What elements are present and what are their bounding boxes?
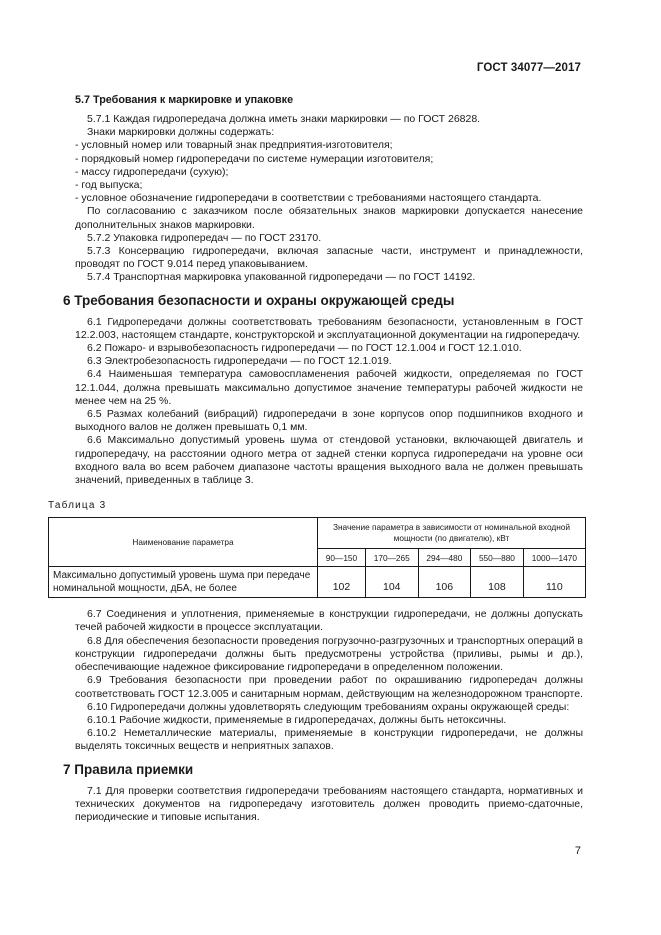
table-cell-value: 102 [318,567,366,598]
paragraph-5-7-4: 5.7.4 Транспортная маркировка упакованной гидропередачи — по ГОСТ 14192. [87,271,476,284]
paragraph-5-7-2: 5.7.2 Упаковка гидропередач — по ГОСТ 23170. [87,231,322,244]
table-header-power-range: 90—150 [318,549,366,567]
paragraph-6-6: 6.6 Максимально допустимый уровень шума от стендовой установки, включающей двигатель и гидропередачу, на расстоянии одного метра от задней стенки корпуса гидропередачи на уровне оси входного вала во всем рабочем диапазоне частоты вращения выходного вала не должен превышать значений, приведенных в таблице 3. [75,434,583,487]
table-cell-value: 104 [365,567,418,598]
table-header-parameter: Наименование параметра [49,518,318,567]
paragraph-6-7: 6.7 Соединения и уплотнения, применяемые в конструкции гидропередачи, не должны допускать течей рабочей жидкости в процессе эксплуатации. [75,608,583,634]
paragraph-6-10-1: 6.10.1 Рабочие жидкости, применяемые в гидропередачах, должны быть нетоксичны. [87,713,507,726]
table-row [49,567,586,598]
paragraph-marking-signs: Знаки маркировки должны содержать: [87,126,275,139]
table-header-power-range: 1000—1470 [523,549,585,567]
document-header-id: ГОСТ 34077—2017 [476,62,581,74]
paragraph-6-8: 6.8 Для обеспечения безопасности проведения погрузочно-разгрузочных и транспортных операций в конструкции гидропередачи должны быть предусмотрены устройства (приливы, рымы и др.), обеспечивающие надежное фиксирование гидропередачи в определенном положении. [75,634,583,674]
post-table-block [75,608,583,753]
table-cell-value: 106 [418,567,471,598]
paragraph-6-3: 6.3 Электробезопасность гидропередачи — по ГОСТ 12.1.019. [87,355,392,368]
paragraph-5-7-1: 5.7.1 Каждая гидропередача должна иметь знаки маркировки — по ГОСТ 26828. [87,113,481,125]
paragraph-6-1: 6.1 Гидропередачи должны соответствовать требованиям безопасности, установленным в ГОСТ 12.2.003, настоящем стандарте, конструкторской и эксплуатационной документации на гидропередачу. [75,315,583,341]
paragraph-7-1: 7.1 Для проверки соответствия гидропередачи требованиям настоящего стандарта, нормативных и технических документов на гидропередачу изготовитель должен проводить приемо-сдаточные, периодические и типовые испытания. [75,784,583,823]
list-item: - массу гидропередачи (сухую); [75,165,229,178]
section-5-7-heading: 5.7 Требования к маркировке и упаковке [75,94,294,106]
noise-level-table [48,517,586,598]
table-caption: Таблица 3 [48,500,107,512]
table-row-name: Максимально допустимый уровень шума при передаче номинальной мощности, дБА, не более [49,567,318,598]
paragraph-6-2: 6.2 Пожаро- и взрывобезопасность гидропередачи — по ГОСТ 12.1.004 и ГОСТ 12.1.010. [87,342,522,355]
paragraph-6-9: 6.9 Требования безопасности при проведении работ по окрашиванию гидропередач должны соответствовать ГОСТ 12.3.005 и санитарным нормам, действующим на железнодорожном транспорте. [75,674,583,700]
document-body [48,93,583,824]
table-header-power-range: 550—880 [471,549,524,567]
paragraph-6-4: 6.4 Наименьшая температура самовоспламенения рабочей жидкости, определяемая по ГОСТ 12.1.044, должна превышать максимально допустимое значение температуры рабочей жидкости не менее чем на 25 %. [75,368,583,407]
paragraph-6-5: 6.5 Размах колебаний (вибраций) гидропередачи в зоне корпусов опор подшипников входного и выходного валов не должен превышать 0,1 мм. [75,408,583,434]
table-cell-value: 108 [471,567,524,598]
list-item: - порядковый номер гидропередачи по системе нумерации изготовителя; [75,152,434,165]
list-item: - условный номер или товарный знак предприятия-изготовителя; [75,139,393,152]
list-item: - условное обозначение гидропередачи в соответствии с требованиями настоящего стандарта. [75,192,542,205]
paragraph-5-7-3: 5.7.3 Консервацию гидропередачи, включая запасные части, инструмент и принадлежности, проводят по ГОСТ 9.014 перед упаковыванием. [75,245,583,271]
section-6-heading: 6 Требования безопасности и охраны окружающей среды [63,292,455,308]
paragraph-agreement: По согласованию с заказчиком после обязательных знаков маркировки допускается нанесение дополнительных знаков маркировки. [75,205,583,231]
table-cell-value: 110 [523,567,585,598]
page-number: 7 [574,845,581,857]
table-header-power-group: Значение параметра в зависимости от номинальной входной мощности (по двигателю), кВт [318,518,586,549]
marking-list [75,139,583,205]
section-7-heading: 7 Правила приемки [63,761,194,777]
paragraph-6-10-2: 6.10.2 Неметаллические материалы, применяемые в конструкции гидропередачи, не должны выделять токсичных веществ и неприятных запахов. [75,727,583,753]
table-header-power-range: 170—265 [365,549,418,567]
list-item: - год выпуска; [75,179,143,192]
table-header-power-range: 294—480 [418,549,471,567]
paragraph-6-10: 6.10 Гидропередачи должны удовлетворять следующим требованиям охраны окружающей среды: [87,700,570,713]
